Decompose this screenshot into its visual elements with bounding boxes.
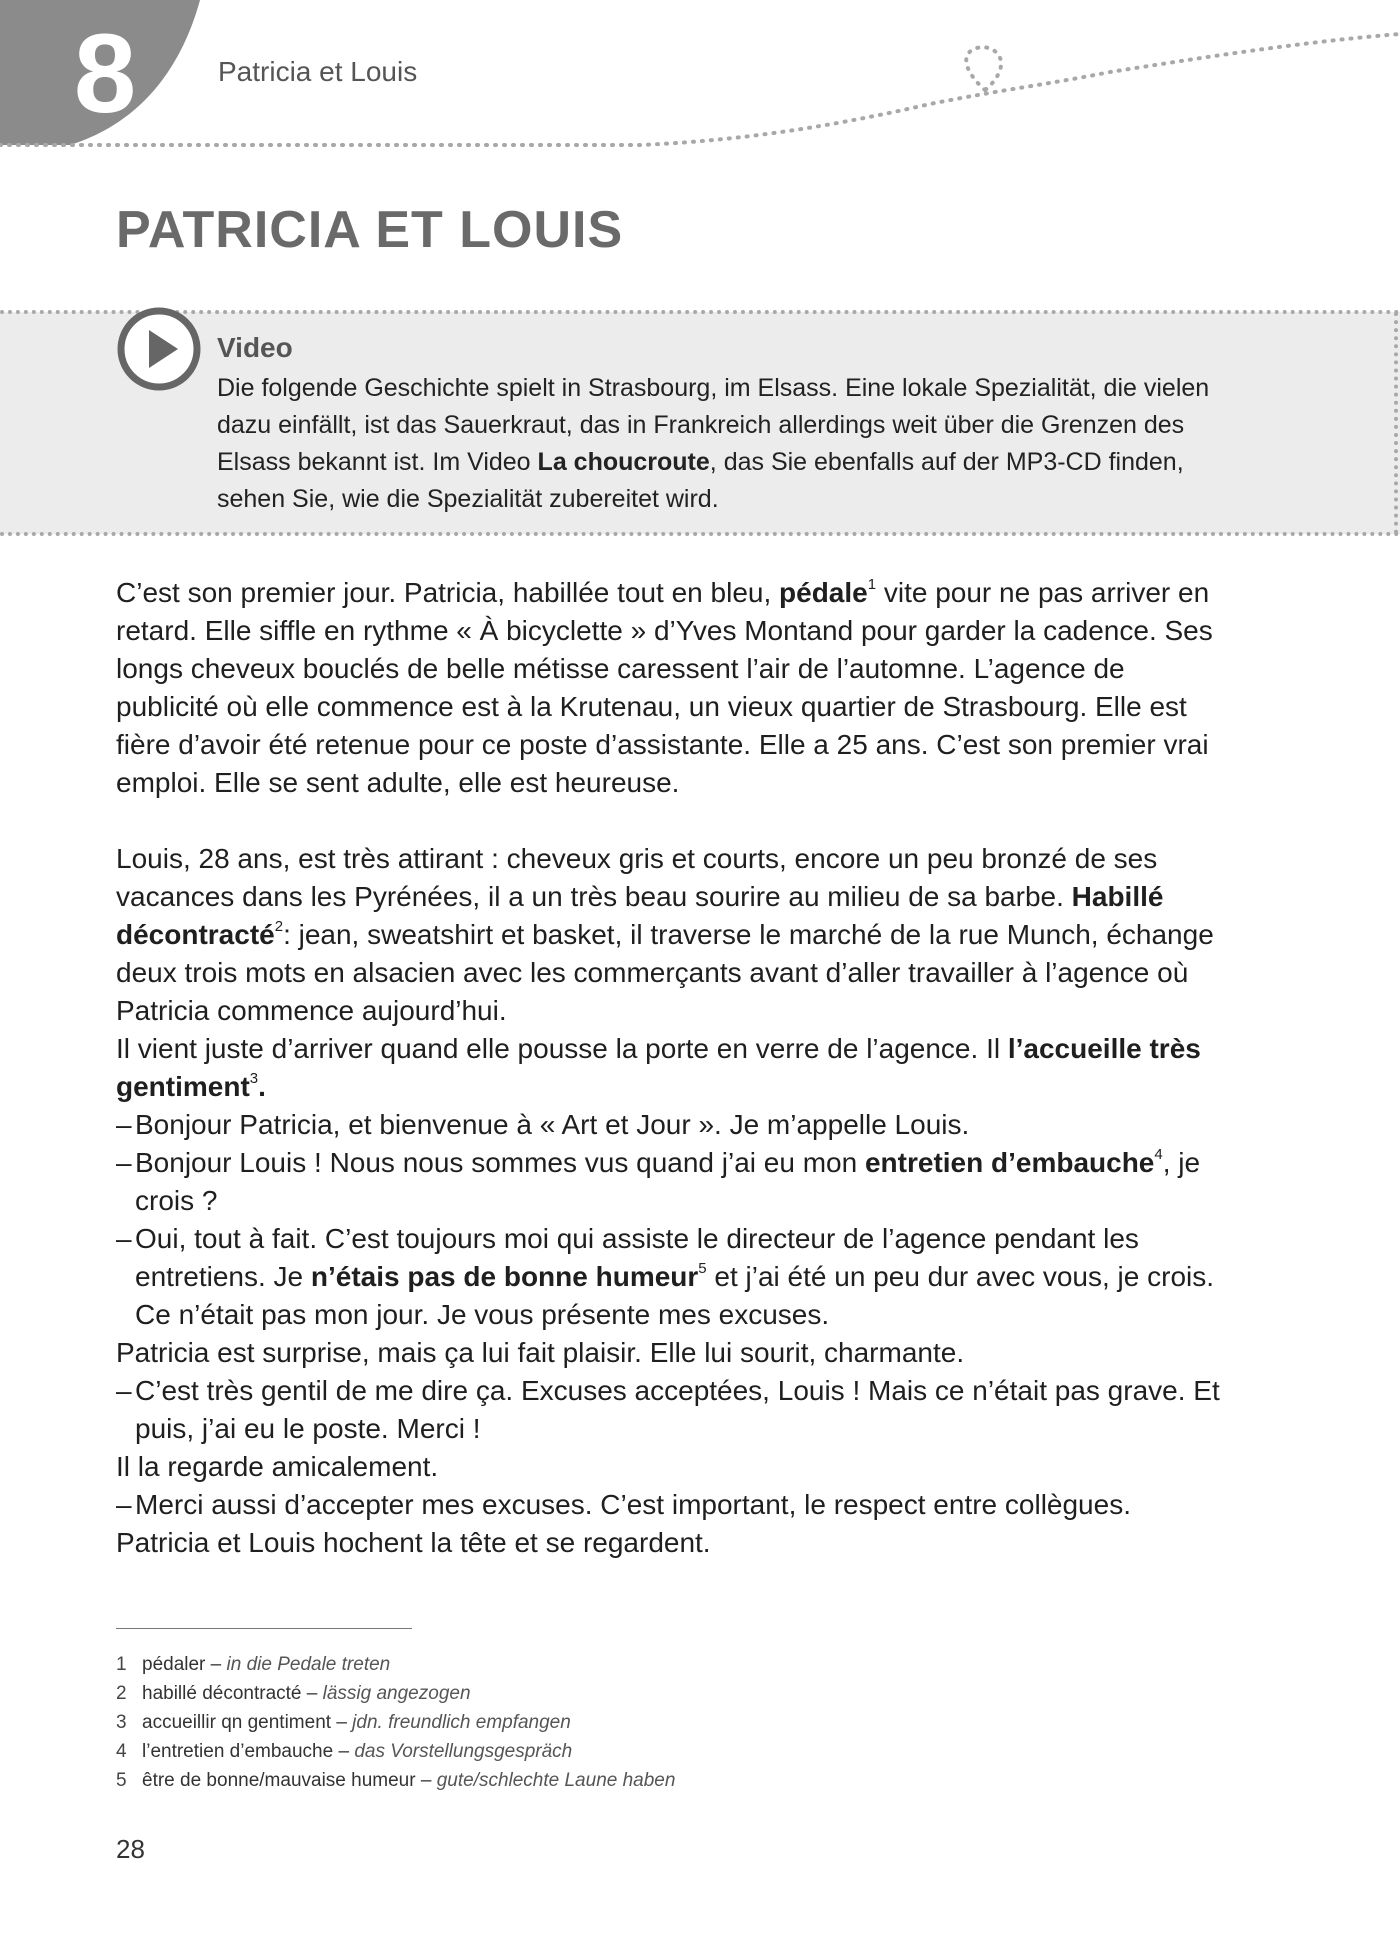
page-number: 28 xyxy=(116,1834,145,1864)
footnote-item: 3 accueillir qn gentiment – jdn. freundlich empfangen xyxy=(116,1712,571,1733)
box-border-bottom xyxy=(0,532,1400,536)
running-title: Patricia et Louis xyxy=(218,56,418,87)
dialogue-line: – Bonjour Patricia, et bienvenue à « Art et Jour ». Je m’appelle Louis. xyxy=(116,1109,970,1140)
dotted-decoration xyxy=(0,0,1400,150)
paragraph: Louis, 28 ans, est très attirant : cheveux gris et courts, encore un peu bronzé de ses vacances dans les Pyrénées, il a un très beau sourire au milieu de sa barbe. Habillé décontracté$^2$: jean, sweatshirt et basket, il traverse le marché de la rue Munch, échange deux trois mots en alsacien avec les commerçants avant d’aller travailler à l’agence où Patricia commence aujourd’hui. xyxy=(116,843,1214,1026)
footnote-item: 1 pédaler – in die Pedale treten xyxy=(116,1654,391,1675)
box-border-right xyxy=(1394,312,1398,534)
dialogue-line: – Merci aussi d’accepter mes excuses. C’est important, le respect entre collègues. xyxy=(116,1489,1131,1520)
footnote-rule xyxy=(116,1628,412,1629)
footnote-ref: 1 xyxy=(867,576,877,593)
dialogue-line: – Bonjour Louis ! Nous nous sommes vus quand j’ai eu mon entretien d’embauche$^4$, je crois ? xyxy=(116,1146,1201,1216)
footnote-item: 5 être de bonne/mauvaise humeur – gute/schlechte Laune haben xyxy=(116,1770,676,1791)
video-text-part: , das Sie ebenfalls auf der MP3-CD finden, sehen Sie, wie die Spezialität zubereitet wird. xyxy=(217,448,1184,513)
video-text-part: Die folgende Geschichte spielt in Strasbourg, im Elsass. Eine lokale Spezialität, die vielen dazu einfällt, ist das Sauerkraut, das in Frankreich allerdings weit über die Grenzen des Elsass bekannt ist. Im Video xyxy=(217,374,1210,476)
story-text xyxy=(116,574,1232,1562)
footnote-ref: 5 xyxy=(698,1260,707,1277)
footnote-item: 4 l’entretien d’embauche – das Vorstellungsgespräch xyxy=(116,1741,573,1762)
footnote-ref: 4 xyxy=(1154,1146,1163,1163)
video-title: La choucroute xyxy=(537,448,710,476)
box-border-top xyxy=(0,310,1400,314)
glossed-term: pédale xyxy=(779,577,868,608)
video-heading: Video xyxy=(217,332,293,363)
video-description xyxy=(217,370,1217,518)
narration-line: Il la regarde amicalement. xyxy=(116,1451,439,1482)
paragraph: C’est son premier jour. Patricia, habillée tout en bleu, pédale$^1$ vite pour ne pas arriver en retard. Elle siffle en rythme « À bicyclette » d’Yves Montand pour garder la cadence. Ses longs cheveux bouclés de belle métisse caressent l’air de l’automne. L’agence de publicité où elle commence est à la Krutenau, un vieux quartier de Strasbourg. Elle est fière d’avoir été retenue pour ce poste d’assistante. Elle a 25 ans. C’est son premier vrai emploi. Elle se sent adulte, elle est heureuse. xyxy=(116,576,1213,798)
page-title: PATRICIA ET LOUIS xyxy=(116,201,624,259)
glossed-term: entretien d’embauche xyxy=(864,1147,1155,1178)
paragraph: Il vient juste d’arriver quand elle pousse la porte en verre de l’agence. Il l’accueille très gentiment$^3$. xyxy=(116,1033,1201,1102)
narration-line: Patricia est surprise, mais ça lui fait plaisir. Elle lui sourit, charmante. xyxy=(116,1337,965,1368)
glossed-term: n’étais pas de bonne humeur xyxy=(310,1261,699,1292)
footnotes xyxy=(116,1650,1016,1795)
dialogue-line: – C’est très gentil de me dire ça. Excuses acceptées, Louis ! Mais ce n’était pas grave. Et puis, j’ai eu le poste. Merci ! xyxy=(116,1375,1220,1444)
dialogue-line: – Oui, tout à fait. C’est toujours moi qui assiste le directeur de l’agence pendant les entretiens. Je n’étais pas de bonne humeur$^5$ et j’ai été un peu dur avec vous, je crois. Ce n’était pas mon jour. Je vous présente mes excuses. xyxy=(116,1223,1215,1330)
narration-line: Patricia et Louis hochent la tête et se regardent. xyxy=(116,1527,711,1558)
footnote-ref: 2 xyxy=(274,918,284,935)
footnote-item: 2 habillé décontracté – lässig angezogen xyxy=(116,1683,471,1704)
glossed-term: Habillé décontracté xyxy=(116,881,1164,950)
footnote-ref: 3 xyxy=(249,1070,259,1087)
glossed-term: l’accueille très gentiment xyxy=(116,1033,1201,1102)
play-icon xyxy=(116,306,202,392)
chapter-number: 8 xyxy=(73,11,137,136)
